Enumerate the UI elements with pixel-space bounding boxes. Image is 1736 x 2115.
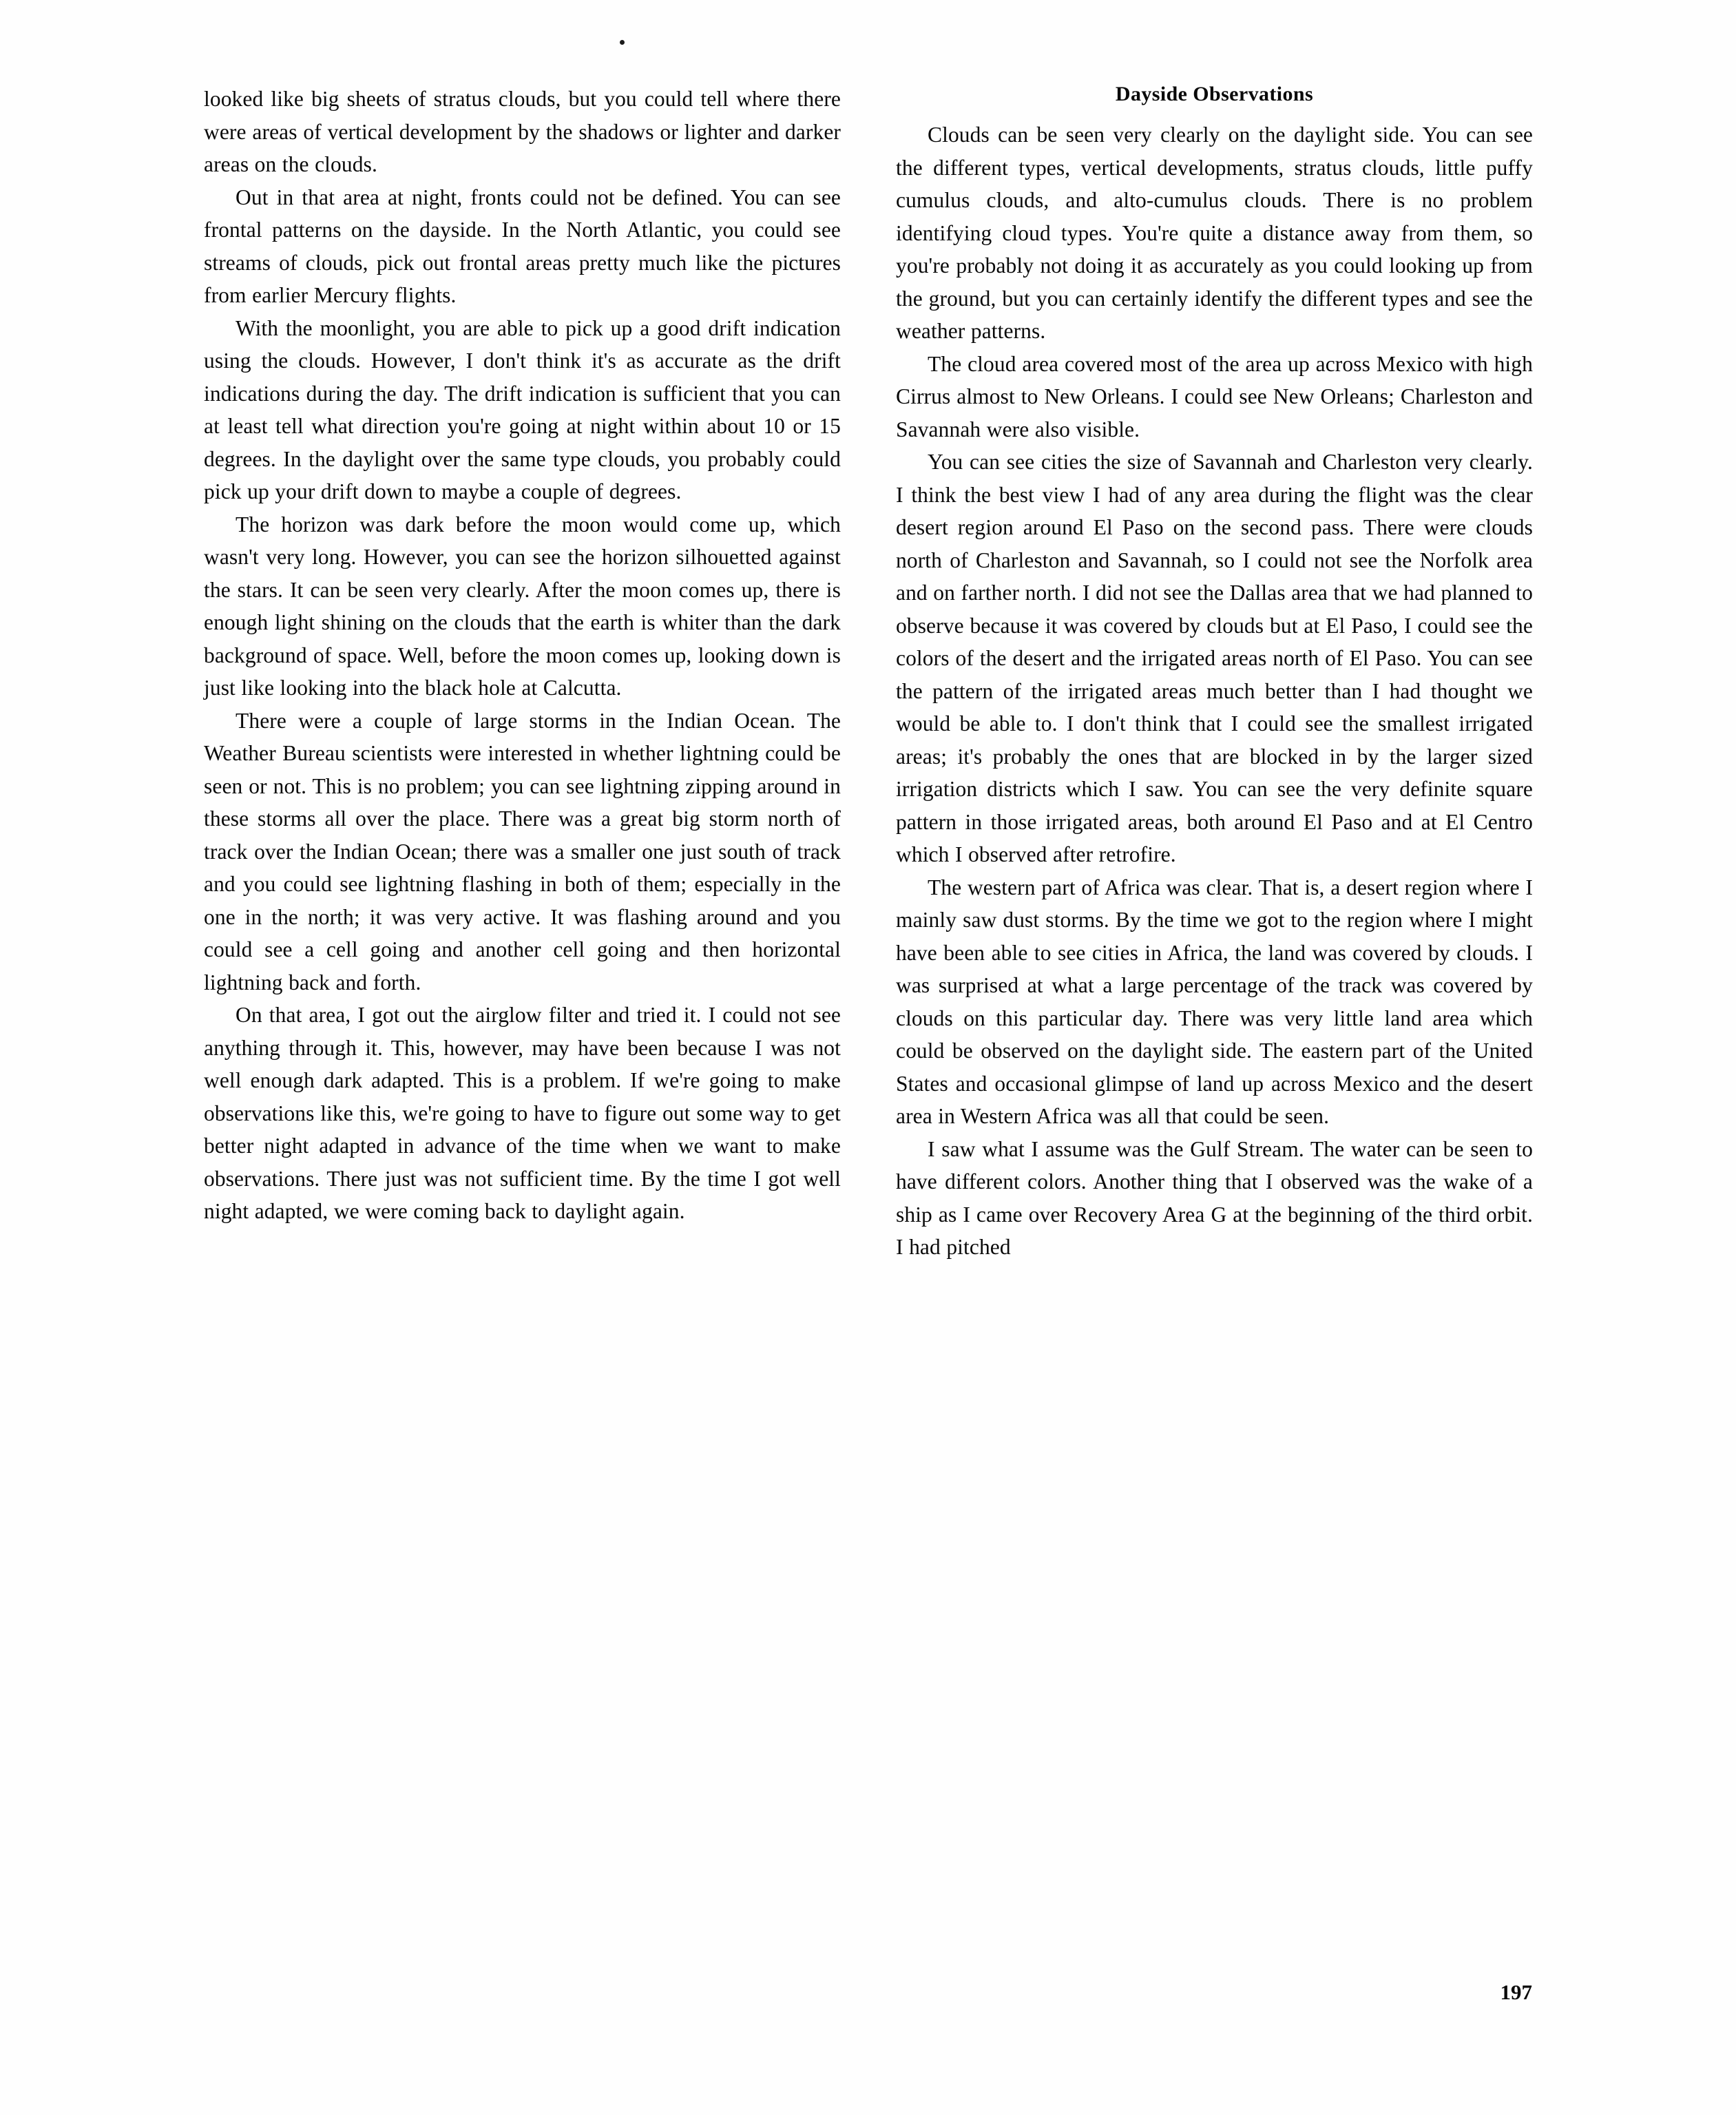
paragraph: Out in that area at night, fronts could not be defined. You can see frontal patterns on the dayside. In the North Atlantic, you could see streams of clouds, pick out frontal areas pretty much like the pictures from earlier Mercury flights. <box>204 185 841 307</box>
section-heading: Dayside Observations <box>1115 83 1314 105</box>
paragraph: There were a couple of large storms in the Indian Ocean. The Weather Bureau scientists were interested in whether lightning could be seen or not. This is no problem; you can see lightning zipping around in these storms all over the place. There was a great big storm north of track over the Indian Ocean; there was a smaller one just south of track and you could see lightning flashing in both of them; especially in the one in the north; it was very active. It was flashing around and you could see a cell going and another cell going and then horizontal lightning back and forth. <box>204 708 841 994</box>
page-number: 197 <box>1500 1980 1532 2004</box>
paragraph: On that area, I got out the airglow filter and tried it. I could not see anything through it. This, however, may have been because I was not well enough dark adapted. This is a problem. If we're going to make observations like this, we're going to have to figure out some way to get better night adapted in advance of the time when we want to make observations. There just was not sufficient time. By the time I got well night adapted, we were coming back to daylight again. <box>204 1003 841 1223</box>
paragraph: The horizon was dark before the moon would come up, which wasn't very long. However, you can see the horizon silhouetted against the stars. It can be seen very clearly. After the moon comes up, there is enough light shining on the clouds that the earth is whiter than the dark background of space. Well, before the moon comes up, looking down is just like looking into the black hole at Calcutta. <box>204 512 841 700</box>
two-column-body <box>204 83 1533 1264</box>
paragraph: The cloud area covered most of the area up across Mexico with high Cirrus almost to New Orleans. I could see New Orleans; Charleston and Savannah were also visible. <box>896 351 1533 441</box>
paragraph: You can see cities the size of Savannah and Charleston very clearly. I think the best view I had of any area during the flight was the clear desert region around El Paso on the second pass. There were clouds north of Charleston and Savannah, so I could not see the Norfolk area and on farther north. I did not see the Dallas area that we had planned to observe because it was covered by clouds but at El Paso, I could see the colors of the desert and the irrigated areas north of El Paso. You can see the pattern of the irrigated areas much better than I had thought we would be able to. I don't think that I could see the smallest irrigated areas; it's probably the ones that are blocked in by the larger sized irrigation districts which I saw. You can see the very definite square pattern in those irrigated areas, both around El Paso and at El Centro which I observed after retrofire. <box>896 450 1533 866</box>
paragraph: looked like big sheets of stratus clouds, but you could tell where there were areas of vertical development by the shadows or lighter and darker areas on the clouds. <box>204 87 841 176</box>
paragraph: Clouds can be seen very clearly on the daylight side. You can see the different types, vertical developments, stratus clouds, little puffy cumulus clouds, and alto-cumulus clouds. There is no problem identifying cloud types. You're quite a distance away from them, so you're probably not doing it as accurately as you could looking up from the ground, but you can certainly identify the different types and see the weather patterns. <box>896 123 1533 343</box>
page-top-dot-icon <box>620 40 625 45</box>
paragraph: The western part of Africa was clear. That is, a desert region where I mainly saw dust storms. By the time we got to the region where I might have been able to see cities in Africa, the land was covered by clouds. I was surprised at what a large percentage of the track was covered by clouds on this particular day. There was very little land area which could be observed on the daylight side. The eastern part of the United States and occasional glimpse of land up across Mexico and the desert area in Western Africa was all that could be seen. <box>896 875 1533 1128</box>
right-column <box>896 83 1533 1264</box>
left-column <box>204 83 841 1264</box>
paragraph: I saw what I assume was the Gulf Stream. The water can be seen to have different colors. Another thing that I observed was the wake of a ship as I came over Recovery Area G at the beginning of the third orbit. I had pitched <box>896 1136 1533 1259</box>
paragraph: With the moonlight, you are able to pick up a good drift indication using the clouds. However, I don't think it's as accurate as the drift indications during the day. The drift indication is sufficient that you can at least tell what direction you're going at night within about 10 or 15 degrees. In the daylight over the same type clouds, you probably could pick up your drift down to maybe a couple of degrees. <box>204 315 841 503</box>
